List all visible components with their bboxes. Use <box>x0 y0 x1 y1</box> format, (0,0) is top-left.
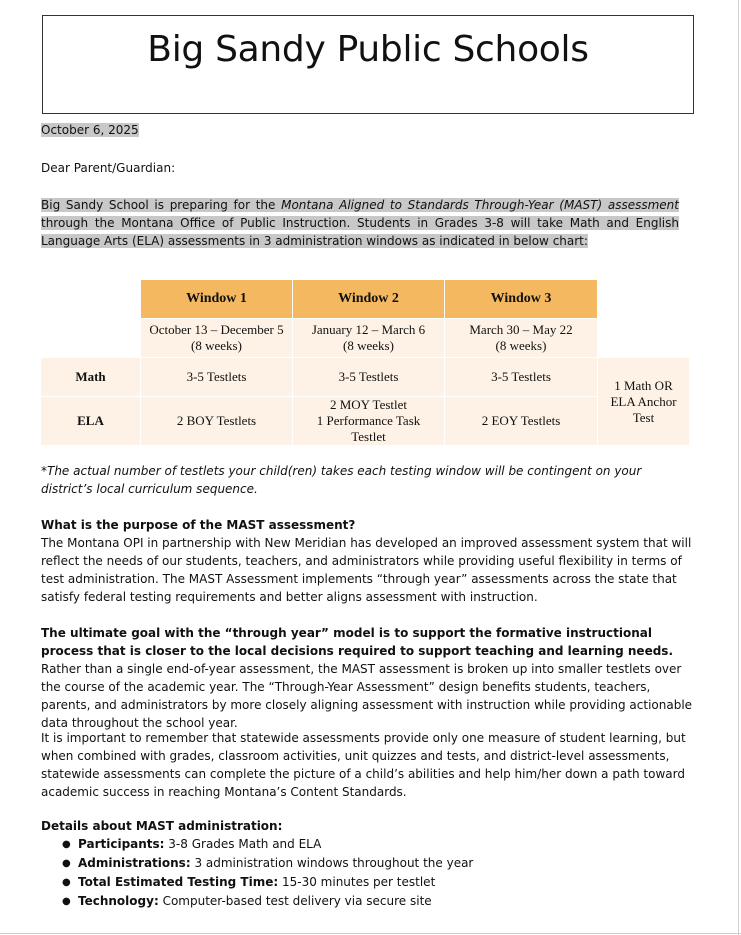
page-edge-bottom <box>0 933 741 934</box>
details-list <box>62 835 473 911</box>
window-1-duration: (8 weeks) <box>191 338 242 353</box>
purpose-paragraph-1: The Montana OPI in partnership with New Meridian has developed an improved assessment system that will reflect the needs of our students, teachers, and administrators while providing useful flexibility in terms of test administration. The MAST Assessment implements “through year” assessments across the state that satisfy federal testing requirements and better aligns assessment with instruction. <box>41 536 692 604</box>
anchor-test-cell: 1 Math OR ELA Anchor Test <box>598 358 689 445</box>
page-edge-right <box>738 0 739 935</box>
detail-text: Computer-based test delivery via secure site <box>158 894 432 908</box>
salutation: Dear Parent/Guardian: <box>41 161 176 175</box>
letter-date <box>41 121 139 139</box>
intro-text <box>41 198 679 248</box>
intro-part1: Big Sandy School is preparing for the <box>41 198 282 212</box>
detail-label: Technology: <box>78 894 159 908</box>
assessment-name: Montana Aligned to Standards Through-Year (MAST) assessment <box>281 198 679 212</box>
window-3-dates <box>445 319 597 357</box>
math-row-label: Math <box>41 358 140 396</box>
school-title: Big Sandy Public Schools <box>147 29 589 70</box>
date-text: October 6, 2025 <box>41 123 139 137</box>
window-2-date-range: January 12 – March 6 <box>311 322 426 337</box>
math-window-2: 3-5 Testlets <box>293 358 444 396</box>
window-1-dates <box>141 319 292 357</box>
intro-paragraph <box>41 196 679 250</box>
details-heading: Details about MAST administration: <box>41 819 283 833</box>
math-window-3: 3-5 Testlets <box>445 358 597 396</box>
detail-text: 3 administration windows throughout the year <box>190 856 474 870</box>
detail-label: Participants: <box>78 837 165 851</box>
purpose-paragraph-3: It is important to remember that statewide assessments provide only one measure of student learning, but when combined with grades, classroom activities, unit quizzes and tests, and district-level assessments, statewide assessments can complete the picture of a child’s abilities and help him/her down a path toward academic success in reaching Montana’s Content Standards. <box>41 731 686 799</box>
ela-row-label: ELA <box>41 397 140 445</box>
list-item <box>62 835 473 854</box>
window-3-header: Window 3 <box>445 280 597 318</box>
list-item <box>62 873 473 892</box>
window-2-duration: (8 weeks) <box>343 338 394 353</box>
ela-window-2: 2 MOY Testlet 1 Performance Task Testlet <box>293 397 444 445</box>
window-3-duration: (8 weeks) <box>495 338 547 353</box>
goal-explanation: Rather than a single end-of-year assessment, the MAST assessment is broken up into smaller testlets over the course of the academic year. The “Through-Year Assessment” design benefits students, teachers, parents, and administrators by more closely aligning assessment with instruction while providing actionable data throughout the school year. <box>41 662 693 730</box>
intro-part2: through the Montana Office of Public Instruction. Students in Grades 3-8 will take Math and English Language Arts (ELA) assessments in 3 administration windows as indicated in below chart: <box>41 216 679 248</box>
purpose-heading: What is the purpose of the MAST assessment? <box>41 518 356 532</box>
math-window-1: 3-5 Testlets <box>141 358 292 396</box>
purpose-paragraph-2 <box>41 624 693 732</box>
ela-window-1: 2 BOY Testlets <box>141 397 292 445</box>
window-1-header: Window 1 <box>141 280 292 318</box>
detail-label: Total Estimated Testing Time: <box>78 875 279 889</box>
window-2-header: Window 2 <box>293 280 444 318</box>
window-2-dates <box>293 319 444 357</box>
list-item <box>62 854 473 873</box>
ela-window-3: 2 EOY Testlets <box>445 397 597 445</box>
detail-label: Administrations: <box>78 856 191 870</box>
detail-text: 15-30 minutes per testlet <box>278 875 436 889</box>
goal-statement: The ultimate goal with the “through year” model is to support the formative instructional process that is closer to the local decisions required to support teaching and learning needs. <box>41 626 674 658</box>
detail-text: 3-8 Grades Math and ELA <box>164 837 322 851</box>
letterhead-box <box>42 15 694 114</box>
testlet-note: *The actual number of testlets your child(ren) takes each testing window will be contingent on your district’s local curriculum sequence. <box>41 464 642 496</box>
window-1-date-range: October 13 – December 5 <box>149 322 284 337</box>
list-item <box>62 892 473 911</box>
window-3-date-range: March 30 – May 22 <box>469 322 573 337</box>
